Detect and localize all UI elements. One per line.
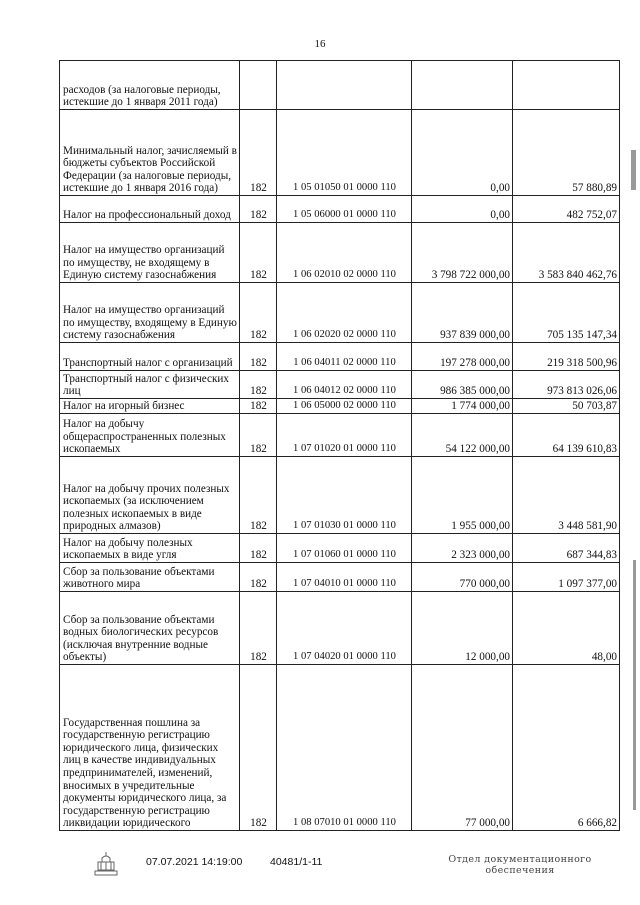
row-admin-code: 182 (240, 592, 277, 665)
row-name: Налог на имущество организаций по имуществу, не входящему в Единую систему газоснабжения (60, 223, 240, 283)
row-name: Налог на добычу общераспространенных полезных ископаемых (60, 414, 240, 457)
row-fact-value: 219 318 500,96 (513, 343, 620, 371)
row-admin-code: 182 (240, 343, 277, 371)
row-plan-value: 1 774 000,00 (412, 399, 513, 414)
row-kbk-code: 1 05 06000 01 0000 110 (277, 196, 412, 223)
row-name: Налог на добычу прочих полезных ископаемых (за исключением полезных ископаемых в виде природных алмазов) (60, 457, 240, 534)
row-kbk-code: 1 06 02010 02 0000 110 (277, 223, 412, 283)
row-plan-value: 54 122 000,00 (412, 414, 513, 457)
row-kbk-code: 1 08 07010 01 0000 110 (277, 665, 412, 831)
row-kbk-code: 1 06 04011 02 0000 110 (277, 343, 412, 371)
registration-number: 40481/1-11 (270, 856, 323, 868)
row-plan-value: 2 323 000,00 (412, 534, 513, 563)
row-name: Налог на имущество организаций по имуществу, входящему в Единую систему газоснабжения (60, 283, 240, 343)
table-row (60, 223, 620, 283)
row-plan-value: 197 278 000,00 (412, 343, 513, 371)
row-admin-code: 182 (240, 563, 277, 592)
row-fact-value: 1 097 377,00 (513, 563, 620, 592)
row-admin-code: 182 (240, 457, 277, 534)
registration-date: 07.07.2021 14:19:00 (146, 856, 243, 868)
row-plan-value (412, 61, 513, 110)
scan-margin-mark (631, 150, 636, 190)
row-fact-value: 482 752,07 (513, 196, 620, 223)
row-fact-value: 3 448 581,90 (513, 457, 620, 534)
row-admin-code: 182 (240, 665, 277, 831)
row-fact-value: 48,00 (513, 592, 620, 665)
table-row (60, 371, 620, 399)
row-fact-value: 3 583 840 462,76 (513, 223, 620, 283)
row-plan-value: 0,00 (412, 196, 513, 223)
table-row (60, 414, 620, 457)
row-plan-value: 770 000,00 (412, 563, 513, 592)
row-admin-code: 182 (240, 399, 277, 414)
department-stamp-line: Отдел документационного (448, 854, 592, 865)
row-kbk-code: 1 06 04012 02 0000 110 (277, 371, 412, 399)
row-name: Сбор за пользование объектами животного мира (60, 563, 240, 592)
row-plan-value: 1 955 000,00 (412, 457, 513, 534)
row-admin-code: 182 (240, 196, 277, 223)
table-row (60, 196, 620, 223)
row-plan-value: 3 798 722 000,00 (412, 223, 513, 283)
row-fact-value: 57 880,89 (513, 110, 620, 196)
row-admin-code: 182 (240, 283, 277, 343)
row-name: Налог на профессиональный доход (60, 196, 240, 223)
row-name: Сбор за пользование объектами водных биологических ресурсов (исключая внутренние водные объекты) (60, 592, 240, 665)
table-row (60, 399, 620, 414)
row-name: Транспортный налог с физических лиц (60, 371, 240, 399)
row-plan-value: 937 839 000,00 (412, 283, 513, 343)
document-footer (0, 854, 640, 894)
row-plan-value: 77 000,00 (412, 665, 513, 831)
department-stamp (440, 854, 600, 876)
row-name: Налог на добычу полезных ископаемых в виде угля (60, 534, 240, 563)
row-admin-code (240, 61, 277, 110)
revenue-table (59, 60, 620, 831)
row-kbk-code: 1 07 04020 01 0000 110 (277, 592, 412, 665)
row-fact-value: 50 703,87 (513, 399, 620, 414)
row-kbk-code (277, 61, 412, 110)
table-row (60, 343, 620, 371)
page-number: 16 (314, 38, 326, 50)
row-name: Минимальный налог, зачисляемый в бюджеты субъектов Российской Федерации (за налоговые периоды, истекшие до 1 января 2016 года) (60, 110, 240, 196)
row-kbk-code: 1 07 01020 01 0000 110 (277, 414, 412, 457)
row-fact-value: 6 666,82 (513, 665, 620, 831)
table-row (60, 61, 620, 110)
row-name: Транспортный налог с организаций (60, 343, 240, 371)
department-stamp-line: обеспечения (485, 865, 555, 876)
row-admin-code: 182 (240, 223, 277, 283)
row-name: расходов (за налоговые периоды, истекшие до 1 января 2011 года) (60, 61, 240, 110)
table-row (60, 457, 620, 534)
row-admin-code: 182 (240, 414, 277, 457)
row-kbk-code: 1 05 01050 01 0000 110 (277, 110, 412, 196)
table-row (60, 592, 620, 665)
row-kbk-code: 1 06 02020 02 0000 110 (277, 283, 412, 343)
table-row (60, 665, 620, 831)
row-kbk-code: 1 07 04010 01 0000 110 (277, 563, 412, 592)
row-fact-value (513, 61, 620, 110)
row-kbk-code: 1 07 01030 01 0000 110 (277, 457, 412, 534)
row-fact-value: 64 139 610,83 (513, 414, 620, 457)
table-row (60, 534, 620, 563)
row-admin-code: 182 (240, 534, 277, 563)
row-kbk-code: 1 06 05000 02 0000 110 (277, 399, 412, 414)
row-fact-value: 687 344,83 (513, 534, 620, 563)
row-admin-code: 182 (240, 371, 277, 399)
emblem-icon (92, 850, 120, 880)
row-plan-value: 12 000,00 (412, 592, 513, 665)
row-plan-value: 986 385 000,00 (412, 371, 513, 399)
table-row (60, 283, 620, 343)
table-row (60, 110, 620, 196)
row-admin-code: 182 (240, 110, 277, 196)
table-row (60, 563, 620, 592)
row-kbk-code: 1 07 01060 01 0000 110 (277, 534, 412, 563)
scan-margin-mark (633, 560, 636, 810)
row-name: Государственная пошлина за государственную регистрацию юридического лица, физических лиц в качестве индивидуальных предпринимателей, изменений, вносимых в учредительные документы юридического лица, за государственную регистрацию ликвидации юридического (60, 665, 240, 831)
row-fact-value: 973 813 026,06 (513, 371, 620, 399)
row-plan-value: 0,00 (412, 110, 513, 196)
row-name: Налог на игорный бизнес (60, 399, 240, 414)
row-fact-value: 705 135 147,34 (513, 283, 620, 343)
